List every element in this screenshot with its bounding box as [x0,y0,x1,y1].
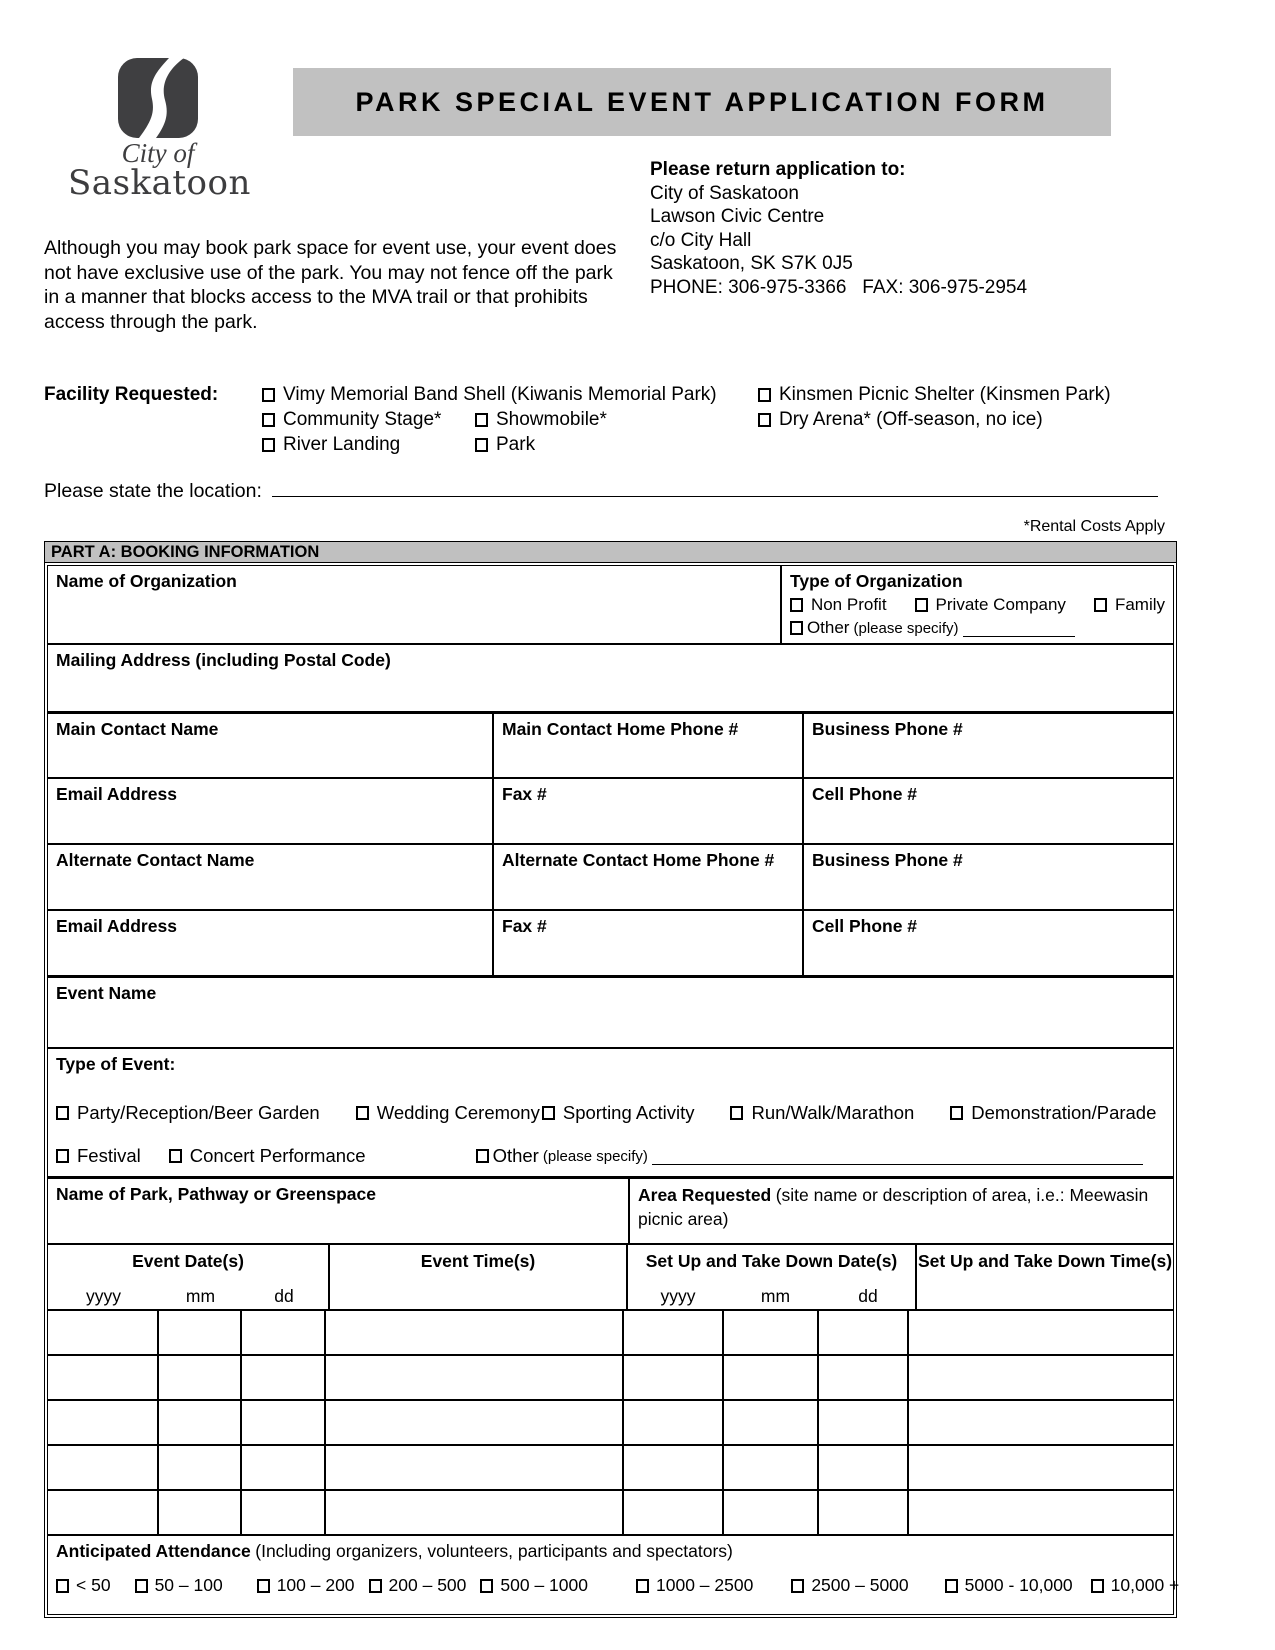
area-requested-cell[interactable]: Area Requested (site name or description of area, i.e.: Meewasin picnic area) [638,1185,1149,1229]
schedule-cell[interactable] [909,1311,1173,1354]
event-times-header: Event Time(s) [330,1245,628,1309]
schedule-cell[interactable] [819,1311,909,1354]
schedule-cell[interactable] [48,1491,159,1534]
event-type-festival[interactable]: Festival [56,1145,141,1167]
subcol-dd: dd [858,1286,878,1306]
checkbox[interactable] [480,1579,493,1593]
schedule-cell[interactable] [724,1356,819,1399]
facility-option-kinsmen-shelter[interactable]: Kinsmen Picnic Shelter (Kinsmen Park) [758,383,1177,407]
schedule-cell[interactable] [326,1311,624,1354]
return-line: PHONE: 306-975-3366 FAX: 306-975-2954 [650,276,1028,298]
schedule-cell[interactable] [909,1356,1173,1399]
page-title: PARK SPECIAL EVENT APPLICATION FORM [355,86,1049,117]
schedule-cell[interactable] [909,1401,1173,1444]
checkbox[interactable] [791,1579,804,1593]
schedule-rows [48,1309,1173,1534]
attendance-50-100[interactable]: 50 – 100 [135,1575,223,1596]
attendance-100-200[interactable]: 100 – 200 [257,1575,355,1596]
intro-paragraph: Although you may book park space for event use, your event does not have exclusive use of the park. You may not fence off the park in a manner that blocks access to the MVA trail or that prohibits access through the park. [44,237,617,333]
alternate-contact-name-cell[interactable]: Alternate Contact Name [48,845,494,909]
event-type-wedding[interactable]: Wedding Ceremony [356,1102,540,1124]
schedule-cell[interactable] [159,1446,242,1489]
event-type-demonstration[interactable]: Demonstration/Parade [950,1102,1156,1124]
main-contact-home-phone-cell[interactable]: Main Contact Home Phone # [494,714,804,777]
checkbox[interactable] [475,413,488,427]
facility-option-vimy[interactable]: Vimy Memorial Band Shell (Kiwanis Memorial Park) [262,383,758,407]
schedule-cell[interactable] [819,1446,909,1489]
subcol-mm: mm [185,1286,216,1306]
return-line: Lawson Civic Centre [650,206,825,227]
event-name-cell[interactable]: Event Name [56,983,157,1003]
subcol-yyyy: yyyy [660,1286,696,1306]
attendance-under-50[interactable]: < 50 [56,1575,111,1596]
subcol-yyyy: yyyy [86,1286,121,1306]
checkbox[interactable] [790,621,803,635]
schedule-cell[interactable] [909,1491,1173,1534]
schedule-cell[interactable] [48,1446,159,1489]
saskatoon-swoosh-icon [118,58,198,138]
email-address-cell[interactable]: Email Address [48,779,494,843]
attendance-200-500[interactable]: 200 – 500 [369,1575,467,1596]
business-phone-cell[interactable]: Business Phone # [812,719,963,739]
attendance-2500-5000[interactable]: 2500 – 5000 [791,1575,908,1596]
checkbox[interactable] [1091,1579,1104,1593]
cell-phone-cell[interactable]: Cell Phone # [812,916,918,936]
schedule-cell[interactable] [326,1356,624,1399]
attendance-over-10000[interactable]: 10,000 + [1091,1575,1180,1596]
checkbox[interactable] [730,1106,743,1120]
schedule-cell[interactable] [819,1401,909,1444]
return-address-block [650,158,1027,299]
schedule-cell[interactable] [326,1491,624,1534]
business-phone-cell[interactable]: Business Phone # [812,850,963,870]
org-type-other-label: Other [806,618,850,637]
schedule-cell[interactable] [242,1491,326,1534]
schedule-cell[interactable] [159,1491,242,1534]
facility-option-dry-arena[interactable]: Dry Arena* (Off-season, no ice) [758,408,1177,432]
org-type-label: Type of Organization [789,571,963,591]
mailing-address-cell[interactable]: Mailing Address (including Postal Code) [56,650,391,670]
title-banner [293,68,1111,136]
schedule-cell[interactable] [48,1401,159,1444]
checkbox[interactable] [257,1579,270,1593]
logo-city-of: City of [121,138,195,168]
schedule-cell[interactable] [624,1311,724,1354]
schedule-cell[interactable] [159,1401,242,1444]
checkbox[interactable] [475,438,488,452]
checkbox[interactable] [56,1579,69,1593]
park-name-cell[interactable]: Name of Park, Pathway or Greenspace [48,1179,630,1243]
facility-requested-section [44,383,1177,458]
facility-requested-label: Facility Requested: [44,384,219,405]
org-type-non-profit[interactable]: Non Profit [790,595,887,615]
checkbox[interactable] [790,598,803,612]
schedule-cell[interactable] [624,1401,724,1444]
schedule-cell[interactable] [819,1356,909,1399]
return-line: c/o City Hall [650,229,752,251]
schedule-cell[interactable] [48,1311,159,1354]
checkbox[interactable] [56,1106,69,1120]
event-type-other-input-line[interactable] [652,1148,1143,1165]
checkbox[interactable] [758,413,771,427]
attendance-hint: (Including organizers, volunteers, participants and spectators) [255,1541,733,1561]
rental-costs-note: *Rental Costs Apply [1023,518,1165,535]
facility-option-park[interactable]: Park [475,433,758,457]
schedule-cell[interactable] [242,1356,326,1399]
schedule-cell[interactable] [326,1446,624,1489]
booking-information-table [44,562,1180,1618]
email-address-cell[interactable]: Email Address [48,911,494,975]
fax-cell[interactable]: Fax # [494,911,804,975]
schedule-cell[interactable] [624,1356,724,1399]
org-type-private-company[interactable]: Private Company [915,595,1066,615]
schedule-cell[interactable] [242,1446,326,1489]
fax-cell[interactable]: Fax # [494,779,804,843]
attendance-cell [48,1536,1180,1596]
checkbox[interactable] [542,1106,555,1120]
checkbox[interactable] [262,438,275,452]
schedule-cell[interactable] [819,1491,909,1534]
org-type-family[interactable]: Family [1094,595,1165,615]
org-type-cell [782,566,1173,643]
attendance-label: Anticipated Attendance [56,1541,251,1561]
schedule-cell[interactable] [326,1401,624,1444]
return-line: Saskatoon, SK S7K 0J5 [650,253,853,274]
facility-option-river-landing[interactable]: River Landing [262,433,475,457]
logo-city-name: Saskatoon [68,163,251,203]
cell-phone-cell[interactable]: Cell Phone # [812,784,918,804]
schedule-cell[interactable] [909,1446,1173,1489]
event-type-sporting[interactable]: Sporting Activity [542,1102,695,1124]
attendance-5000-10000[interactable]: 5000 - 10,000 [945,1575,1073,1596]
attendance-1000-2500[interactable]: 1000 – 2500 [636,1575,753,1596]
main-contact-name-cell[interactable]: Main Contact Name [48,714,494,777]
return-line: City of Saskatoon [650,182,799,204]
schedule-cell[interactable] [724,1401,819,1444]
checkbox[interactable] [262,388,275,402]
schedule-cell[interactable] [159,1356,242,1399]
checkbox[interactable] [1094,598,1107,612]
schedule-cell[interactable] [724,1491,819,1534]
org-name-cell[interactable]: Name of Organization [48,566,782,643]
attendance-500-1000[interactable]: 500 – 1000 [480,1575,588,1596]
event-dates-header: Event Date(s) yyyy mm dd [48,1245,330,1309]
schedule-cell[interactable] [724,1446,819,1489]
subcol-dd: dd [274,1286,294,1306]
type-of-event-label: Type of Event: [56,1054,176,1074]
location-label: Please state the location: [44,480,262,502]
event-type-concert[interactable]: Concert Performance [169,1145,366,1167]
facility-option-community-stage[interactable]: Community Stage* [262,408,475,432]
checkbox[interactable] [636,1579,649,1593]
checkbox[interactable] [135,1579,148,1593]
schedule-cell[interactable] [624,1446,724,1489]
checkbox[interactable] [945,1579,958,1593]
checkbox[interactable] [758,388,771,402]
checkbox[interactable] [56,1149,69,1163]
schedule-cell[interactable] [242,1311,326,1354]
location-input-line[interactable] [272,477,1158,497]
part-a-section-bar: PART A: BOOKING INFORMATION [44,541,1177,562]
setup-times-header: Set Up and Take Down Time(s) [917,1251,1173,1271]
checkbox[interactable] [369,1579,382,1593]
checkbox[interactable] [915,598,928,612]
event-type-run-walk[interactable]: Run/Walk/Marathon [730,1102,914,1124]
checkbox[interactable] [476,1149,489,1163]
schedule-cell[interactable] [724,1311,819,1354]
checkbox[interactable] [950,1106,963,1120]
facility-option-showmobile[interactable]: Showmobile* [475,408,758,432]
schedule-cell[interactable] [159,1311,242,1354]
org-type-other-hint: (please specify) [853,619,959,637]
alternate-contact-home-phone-cell[interactable]: Alternate Contact Home Phone # [494,845,804,909]
subcol-mm: mm [760,1286,791,1306]
return-heading: Please return application to: [650,159,906,180]
setup-dates-header: Set Up and Take Down Date(s) yyyy mm dd [628,1245,917,1309]
checkbox[interactable] [356,1106,369,1120]
event-type-other[interactable]: Other (please specify) [476,1145,1143,1167]
checkbox[interactable] [262,413,275,427]
schedule-cell[interactable] [242,1401,326,1444]
org-type-other-input-line[interactable] [963,620,1075,637]
schedule-cell[interactable] [624,1491,724,1534]
location-row [44,477,1165,503]
checkbox[interactable] [169,1149,182,1163]
city-logo [68,58,251,203]
event-type-party[interactable]: Party/Reception/Beer Garden [56,1102,320,1124]
schedule-cell[interactable] [48,1356,159,1399]
